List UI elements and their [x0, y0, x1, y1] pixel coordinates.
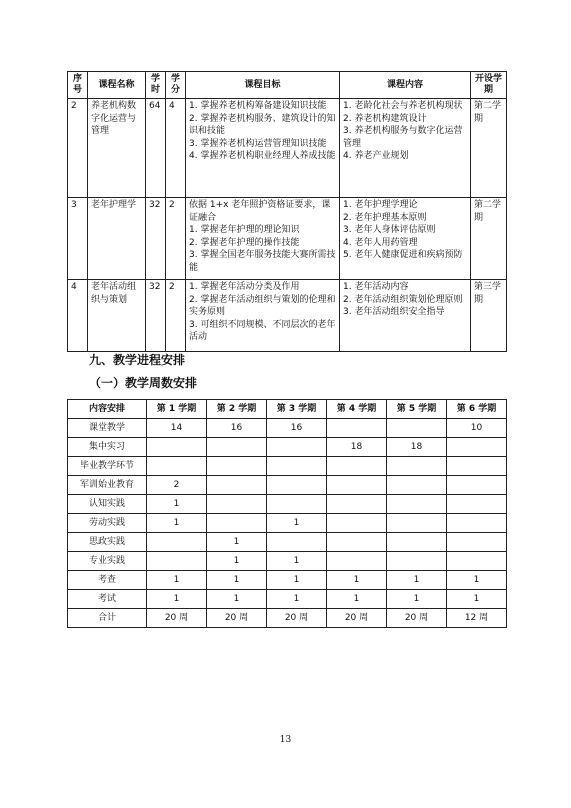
table-row	[68, 438, 507, 457]
week-cell: 1	[267, 571, 327, 590]
week-cell: 1	[387, 571, 447, 590]
content-item: 2. 老年活动组织策划伦理原则	[343, 294, 463, 305]
course-term: 第二学期	[471, 198, 507, 280]
week-cell: 1	[207, 571, 267, 590]
week-cell: 1	[327, 590, 387, 609]
week-cell	[147, 552, 207, 571]
week-cell: 18	[327, 438, 387, 457]
course-term: 第三学期	[471, 280, 507, 352]
header-term-3: 第 3 学期	[267, 400, 327, 419]
table-row	[68, 514, 507, 533]
week-cell: 1	[147, 495, 207, 514]
header-content: 内容安排	[68, 400, 147, 419]
week-cell	[387, 419, 447, 438]
header-hours: 学时	[146, 72, 166, 99]
content-item: 1. 老年活动内容	[343, 282, 409, 292]
subsection-heading: （一）教学周数安排	[89, 376, 198, 390]
week-cell	[267, 495, 327, 514]
week-cell: 1	[267, 514, 327, 533]
week-cell	[447, 495, 507, 514]
week-cell	[327, 419, 387, 438]
row-label: 专业实践	[68, 552, 147, 571]
content-item: 2. 老年护理基本原则	[343, 212, 427, 223]
week-cell: 16	[207, 419, 267, 438]
table-row	[68, 533, 507, 552]
week-cell: 2	[147, 476, 207, 495]
course-hours: 32	[146, 198, 166, 280]
week-cell	[207, 495, 267, 514]
week-cell: 18	[387, 438, 447, 457]
row-label: 考试	[68, 590, 147, 609]
week-cell	[327, 533, 387, 552]
course-hours: 32	[146, 280, 166, 352]
table-row	[68, 99, 507, 198]
row-label: 考查	[68, 571, 147, 590]
page-number: 13	[279, 735, 292, 745]
header-no: 序号	[68, 72, 88, 99]
course-goals	[186, 280, 340, 352]
table-row	[68, 457, 507, 476]
header-term-4: 第 4 学期	[327, 400, 387, 419]
week-cell: 1	[447, 571, 507, 590]
week-cell	[267, 457, 327, 476]
week-schedule-table	[67, 399, 507, 628]
content-item: 4. 养老产业规划	[343, 151, 409, 161]
week-cell	[207, 457, 267, 476]
course-contents	[340, 280, 471, 352]
row-label: 思政实践	[68, 533, 147, 552]
week-cell	[327, 495, 387, 514]
content-item: 1. 老龄化社会与养老机构现状	[343, 101, 463, 111]
table-row	[68, 419, 507, 438]
week-cell: 1	[207, 590, 267, 609]
week-cell	[267, 476, 327, 495]
course-goals	[186, 99, 340, 198]
table-row	[68, 552, 507, 571]
table-row	[68, 198, 507, 280]
table-row	[68, 476, 507, 495]
week-cell	[387, 552, 447, 571]
content-item: 2. 养老机构建筑设计	[343, 113, 427, 124]
course-name: 老年活动组织与策划	[88, 280, 146, 352]
week-cell: 1	[207, 552, 267, 571]
header-term-5: 第 5 学期	[387, 400, 447, 419]
week-cell	[327, 552, 387, 571]
week-cell: 20 周	[207, 609, 267, 628]
week-cell	[147, 457, 207, 476]
week-cell: 10	[447, 419, 507, 438]
course-name: 养老机构数字化运营与管理	[88, 99, 146, 198]
week-cell: 1	[147, 590, 207, 609]
course-goals	[186, 198, 340, 280]
course-contents	[340, 198, 471, 280]
content-item: 1. 老年护理学理论	[343, 200, 418, 210]
week-cell	[447, 457, 507, 476]
header-term: 开设学期	[471, 72, 507, 99]
table-row	[68, 609, 507, 628]
week-cell	[267, 533, 327, 552]
week-cell	[267, 438, 327, 457]
row-label: 认知实践	[68, 495, 147, 514]
table-row	[68, 280, 507, 352]
course-no: 2	[68, 99, 88, 198]
goal-item: 4. 掌握养老机构职业经理人养成技能	[189, 151, 336, 161]
goal-item: 1. 掌握老年活动分类及作用	[189, 282, 300, 292]
week-cell: 1	[147, 514, 207, 533]
goal-item: 1. 掌握养老机构筹备建设知识技能	[189, 101, 327, 111]
week-cell	[327, 514, 387, 533]
week-cell: 1	[447, 590, 507, 609]
row-label: 劳动实践	[68, 514, 147, 533]
week-cell: 1	[267, 552, 327, 571]
row-label: 合计	[68, 609, 147, 628]
week-cell	[447, 533, 507, 552]
course-credits: 2	[166, 280, 186, 352]
week-cell	[387, 495, 447, 514]
week-table-body	[68, 419, 507, 628]
week-cell	[387, 533, 447, 552]
week-cell: 12 周	[447, 609, 507, 628]
row-label: 课堂教学	[68, 419, 147, 438]
course-name: 老年护理学	[88, 198, 146, 280]
content-item: 5. 老年人健康促进和疾病预防	[343, 250, 463, 260]
course-no: 3	[68, 198, 88, 280]
week-cell	[147, 438, 207, 457]
week-cell: 16	[267, 419, 327, 438]
week-cell	[447, 476, 507, 495]
row-label: 集中实习	[68, 438, 147, 457]
week-cell	[207, 438, 267, 457]
header-term-1: 第 1 学期	[147, 400, 207, 419]
table-row	[68, 590, 507, 609]
week-cell: 20 周	[267, 609, 327, 628]
week-cell	[327, 476, 387, 495]
week-cell	[447, 514, 507, 533]
goal-item: 依据 1+x 老年照护资格证要求，课证融合	[189, 200, 331, 223]
header-term-6: 第 6 学期	[447, 400, 507, 419]
week-cell: 20 周	[387, 609, 447, 628]
header-term-2: 第 2 学期	[207, 400, 267, 419]
course-contents	[340, 99, 471, 198]
week-cell	[447, 552, 507, 571]
course-no: 4	[68, 280, 88, 352]
week-cell: 20 周	[147, 609, 207, 628]
content-item: 4. 老年人用药管理	[343, 237, 418, 248]
week-cell	[207, 476, 267, 495]
week-cell: 1	[147, 571, 207, 590]
week-cell: 20 周	[327, 609, 387, 628]
week-cell	[147, 533, 207, 552]
week-cell: 1	[207, 533, 267, 552]
table-row	[68, 571, 507, 590]
course-table-header	[68, 72, 507, 99]
header-name: 课程名称	[88, 72, 146, 99]
course-hours: 64	[146, 99, 166, 198]
row-label: 军训始业教育	[68, 476, 147, 495]
goal-item: 2. 掌握老年护理的操作技能	[189, 237, 300, 248]
week-table-header	[68, 400, 507, 419]
goal-item: 3. 可组织不同规模、不同层次的老年活动	[189, 319, 336, 342]
week-cell: 1	[327, 571, 387, 590]
row-label: 毕业教学环节	[68, 457, 147, 476]
goal-item: 3. 掌握全国老年服务技能大赛所需技能	[189, 250, 336, 273]
header-contents: 课程内容	[340, 72, 471, 99]
week-cell	[387, 457, 447, 476]
goal-item: 2. 掌握养老机构服务、建筑设计的知识和技能	[189, 113, 336, 136]
content-item: 3. 老年人身体评估原则	[343, 225, 436, 235]
goal-item: 1. 掌握老年护理的理论知识	[189, 225, 300, 235]
content-item: 3. 老年活动组织安全指导	[343, 307, 445, 317]
header-credits: 学分	[166, 72, 186, 99]
week-cell: 1	[387, 590, 447, 609]
content-item: 3. 养老机构服务与数字化运营管理	[343, 126, 463, 149]
goal-item: 2. 掌握老年活动组织与策划的伦理和实务原则	[189, 294, 336, 317]
week-cell	[447, 438, 507, 457]
table-row	[68, 495, 507, 514]
week-cell: 14	[147, 419, 207, 438]
week-cell: 1	[267, 590, 327, 609]
course-term: 第二学期	[471, 99, 507, 198]
header-goals: 课程目标	[186, 72, 340, 99]
course-table	[67, 71, 507, 352]
course-credits: 4	[166, 99, 186, 198]
week-cell	[387, 514, 447, 533]
week-cell	[207, 514, 267, 533]
section-heading: 九、教学进程安排	[89, 353, 186, 367]
week-cell	[387, 476, 447, 495]
goal-item: 3. 掌握养老机构运营管理知识技能	[189, 138, 327, 149]
week-cell	[327, 457, 387, 476]
course-credits: 2	[166, 198, 186, 280]
